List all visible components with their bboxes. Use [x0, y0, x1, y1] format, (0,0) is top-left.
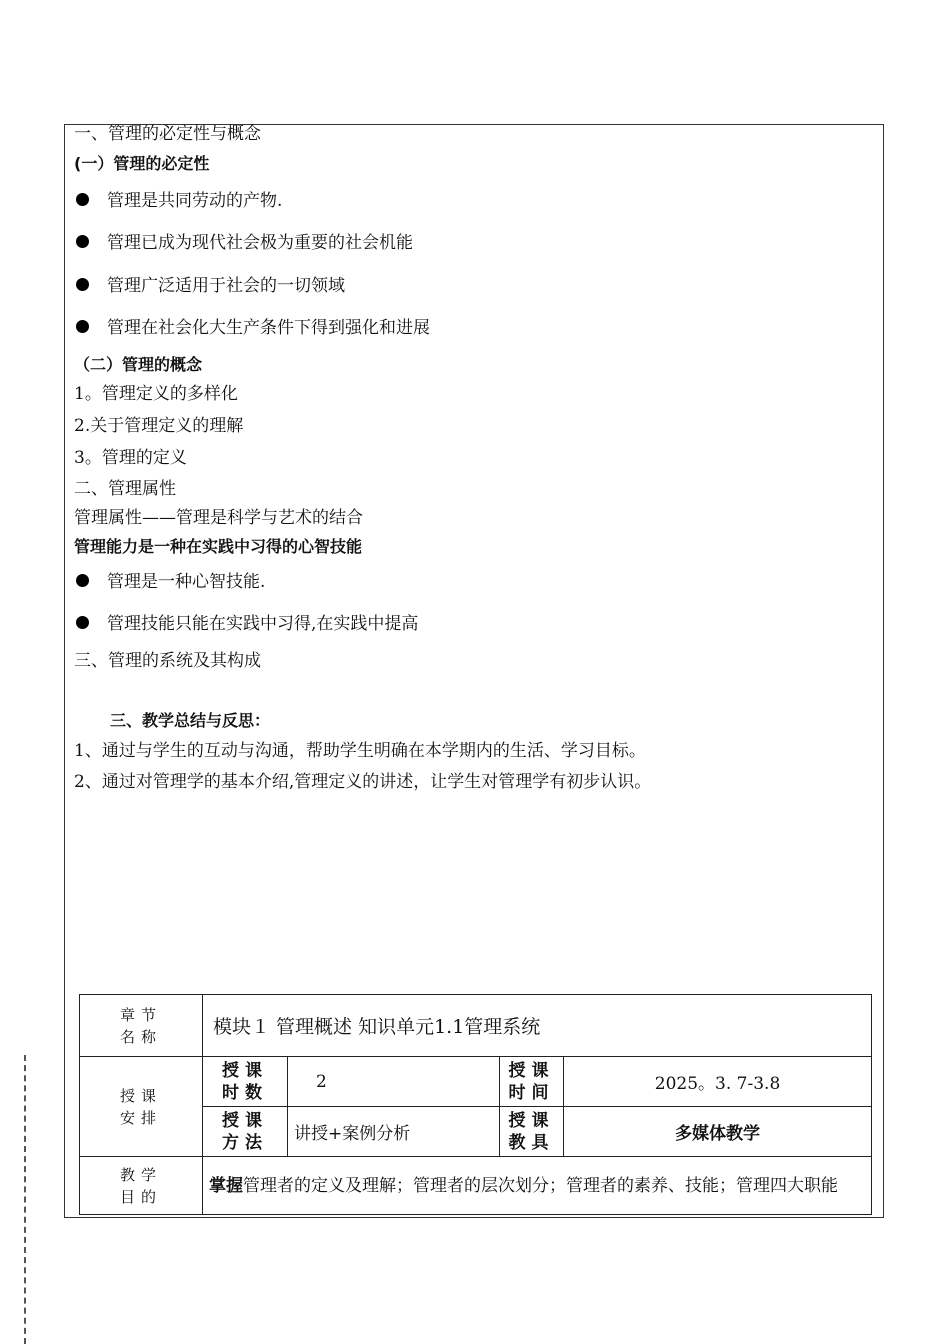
bullet-dot [76, 616, 89, 629]
bullet-dot [76, 574, 89, 587]
goal-value [203, 1157, 872, 1215]
summary-title: 三、教学总结与反思： [110, 711, 271, 730]
cut-line [24, 1055, 26, 1344]
bullet-dot [76, 235, 89, 248]
list-item: 1。管理定义的多样化 [74, 384, 238, 404]
goal-text: 管理者的定义及理解；管理者的层次划分；管理者的素养、技能；管理四大职能 [243, 1175, 838, 1196]
bullet-item: 管理广泛适用于社会的一切领域 [107, 276, 345, 296]
goal-strong: 掌握 [209, 1175, 243, 1196]
goal-label: 教学 目的 [80, 1157, 203, 1215]
bullet-dot [76, 193, 89, 206]
list-item: 3。管理的定义 [74, 448, 187, 468]
heading-section-1: 一、管理的必定性与概念 [74, 124, 261, 144]
subheading-concept: （二）管理的概念 [74, 355, 203, 374]
heading-section-2: 二、管理属性 [74, 479, 176, 499]
chapter-label: 章节 名称 [80, 995, 203, 1057]
ability-title: 管理能力是一种在实践中习得的心智技能 [74, 537, 363, 556]
hours-label: 授课 时数 [203, 1057, 288, 1107]
course-info-table [79, 994, 872, 1215]
bullet-dot [76, 278, 89, 291]
bullet-item: 管理在社会化大生产条件下得到强化和进展 [107, 318, 430, 338]
table-row [80, 995, 872, 1057]
bullet-dot [76, 320, 89, 333]
chapter-value: 模块１ 管理概述 知识单元1.1管理系统 [203, 995, 872, 1057]
heading-section-3: 三、管理的系统及其构成 [74, 651, 261, 671]
summary-line: 1、通过与学生的互动与沟通，帮助学生明确在本学期内的生活、学习目标。 [74, 741, 646, 761]
bullet-item: 管理是一种心智技能. [107, 572, 266, 592]
method-label: 授课 方法 [203, 1107, 288, 1157]
subheading-necessity: (一）管理的必定性 [74, 154, 210, 173]
attribute-line: 管理属性——管理是科学与艺术的结合 [74, 508, 363, 528]
method-value: 讲授+案例分析 [288, 1107, 500, 1157]
bullet-item: 管理是共同劳动的产物. [107, 191, 283, 211]
table-row [80, 1057, 872, 1107]
tools-label: 授课 教具 [500, 1107, 564, 1157]
arrange-label: 授课 安排 [80, 1057, 203, 1157]
time-value: 2025。3. 7-3.8 [564, 1057, 872, 1107]
list-item: 2.关于管理定义的理解 [74, 416, 244, 436]
summary-line: 2、通过对管理学的基本介绍,管理定义的讲述，让学生对管理学有初步认识。 [74, 772, 652, 792]
time-label: 授课 时间 [500, 1057, 564, 1107]
table-row [80, 1157, 872, 1215]
tools-value: 多媒体教学 [564, 1107, 872, 1157]
bullet-item: 管理已成为现代社会极为重要的社会机能 [107, 233, 413, 253]
bullet-item: 管理技能只能在实践中习得,在实践中提高 [107, 614, 419, 634]
hours-value: 2 [288, 1057, 500, 1107]
